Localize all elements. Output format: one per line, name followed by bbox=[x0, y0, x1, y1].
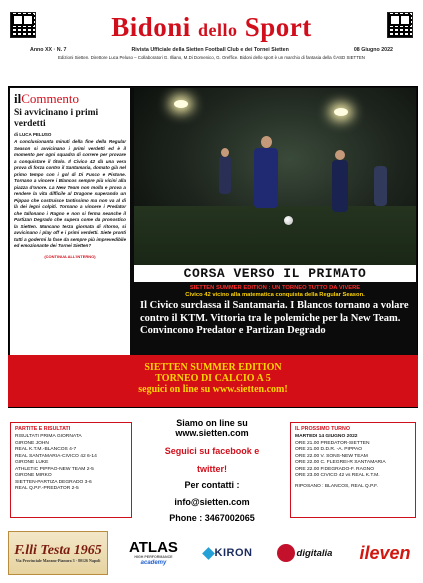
player-head bbox=[221, 148, 229, 157]
results-box bbox=[10, 422, 132, 518]
result-line: ORE 22.00 C. FLEGREI-R SANTAMARIA bbox=[295, 460, 386, 465]
sponsor-atlas-name: ATLAS bbox=[129, 538, 178, 556]
kiron-logo-icon bbox=[202, 547, 215, 560]
masthead-title bbox=[70, 10, 353, 44]
photo-caption: CORSA VERSO IL PRIMATO bbox=[134, 265, 416, 282]
floodlight bbox=[334, 108, 348, 116]
commento-kicker-title: Commento bbox=[21, 91, 80, 106]
sponsor-digitalia-name: digitalia bbox=[296, 547, 333, 559]
player-head bbox=[261, 136, 272, 148]
result-line: REAL SANTAMARIA-CIVICO 42 6-14 bbox=[15, 453, 97, 459]
results-title: PARTITE E RISULTATI bbox=[15, 426, 71, 432]
masthead-word-3: Sport bbox=[237, 12, 312, 42]
result-line: ORE 21.00 D.D.R. -A. PIPPAO bbox=[295, 447, 363, 452]
banner-line-3: seguici on line su www.sietten.com! bbox=[138, 384, 288, 395]
result-line: GIRONE LUKE bbox=[15, 460, 49, 465]
result-line: ORE 22.00 P.DEGRADO-F. RAGNO bbox=[295, 466, 374, 472]
promo-website[interactable]: www.sietten.com bbox=[175, 428, 249, 438]
result-line: REAL Q.P.F.-PREDATOR 2-5 bbox=[15, 486, 79, 491]
commento-continue: (CONTINUA ALL'INTERNO) bbox=[44, 253, 96, 259]
commento-body: A conclusionanta minuti della fine della Regular Season si avvicinano i primi verdetti ed è il momento per ogni squadra di correre per provare a conquistare il titolo. Il Civico 42 dà una vera prova di forza contro il Santamaria, domato già nel primo tempo con i gol di Di Fusco e Pistone. Tornano a vincere i Blancos sempre più vicini alla piazza d'onore. La New Team non molla e prova a rendere la vita difficile al Dragone superando un Pippao che costruisce tantissimo ma non va al di là dei legni colpiti. Tornano a vincere i Predator che tallonano i Ragno e non si ferma neanche il Partizan Degrado che supera come da pronostico la Sietten. Mancano terza giornata di ritorno, si avvicinano i play off e i primi verdetti. Siete pronti tutti a godermi la fase da sempre più imprevedibile ed emozionante dei Tornei Sietten? bbox=[14, 139, 126, 248]
cover-subkicker: Civico 42 vicino alla matematica conquista della Regular Season. bbox=[185, 292, 365, 298]
sponsor-testa-name: F.lli Testa 1965 bbox=[14, 542, 102, 558]
qr-code-right bbox=[387, 12, 413, 38]
sponsor-atlas[interactable] bbox=[128, 531, 180, 575]
sponsor-atlas-sub: HIGH PERFORMANCE bbox=[134, 554, 173, 559]
commento-column bbox=[10, 88, 130, 380]
next-round-list bbox=[295, 441, 411, 480]
player bbox=[219, 156, 231, 194]
result-line: ATHLETIC PIPPAO-NEW TEAM 2-5 bbox=[15, 466, 94, 472]
result-line: GIRONE MIRKO bbox=[15, 473, 52, 478]
sponsor-atlas-academy: academy bbox=[140, 559, 167, 566]
result-line: SIETTEN-PARTIZA DEGRADO 3-6 bbox=[15, 479, 92, 485]
player bbox=[374, 166, 387, 206]
masthead-word-2: dello bbox=[198, 20, 238, 40]
result-line: ORE 21.00 PREDATOR-SIETTEN bbox=[295, 440, 370, 446]
promo-email[interactable]: info@sietten.com bbox=[174, 496, 250, 507]
next-round-date: MARTEDI 14 GIUGNO 2022 bbox=[295, 434, 358, 439]
pitch bbox=[134, 206, 416, 266]
sponsor-bar bbox=[8, 528, 418, 578]
result-line: ORE 23.00 CIVICO 42 vs REAL K.T.M. bbox=[295, 473, 380, 478]
cover-photo bbox=[134, 88, 416, 266]
issue-subtitle: Rivista Ufficiale della Sietten Football Club e dei Tornei Sietten bbox=[131, 47, 289, 53]
banner-line-1: SIETTEN SUMMER EDITION bbox=[144, 362, 282, 373]
digitalia-logo-icon bbox=[277, 544, 295, 562]
result-line: ORE 22.00 V. SONS-NEW TEAM bbox=[295, 453, 368, 459]
summer-banner bbox=[8, 355, 418, 407]
sponsor-testa-address: Via Provinciale Marano-Pianura 3 · 80126 Napoli bbox=[15, 557, 101, 563]
results-list bbox=[15, 434, 127, 493]
promo-phone: Phone : 3467002065 bbox=[169, 513, 255, 523]
ball bbox=[284, 216, 293, 225]
player bbox=[254, 148, 278, 208]
issue-info bbox=[30, 47, 393, 61]
qr-code-left bbox=[10, 12, 36, 38]
sponsor-digitalia[interactable] bbox=[277, 531, 333, 575]
issue-credits: Edizioni Sietten. Direttore Luca Peluso – Collaboratori G. Illiano, M.Di Domenico, G. Oreffice. Bidoni dello sport è un marchio di fantasia della ©ASD SIETTEN bbox=[58, 55, 365, 60]
next-round-box bbox=[290, 422, 416, 518]
issue-date: 08 Giugno 2022 bbox=[353, 47, 393, 53]
cover-headline: Il Civico surclassa il Santamaria. I Blancos tornano a volare contro il KTM. Vittoria tra le polemiche per la New Team. Convincono Predator e Partizan Degrado bbox=[140, 300, 409, 336]
result-line: GIRONE JOHN bbox=[15, 440, 49, 446]
floodlight bbox=[174, 100, 188, 108]
promo-box bbox=[140, 418, 284, 523]
banner-line-2: TORNEO DI CALCIO A 5 bbox=[155, 373, 271, 384]
commento-title: Si avvicinano i primi verdetti bbox=[14, 108, 99, 129]
promo-contacts-label: Per contatti : bbox=[184, 480, 240, 490]
issue-number: Anno XX · N. 7 bbox=[30, 47, 67, 53]
sponsor-kiron[interactable] bbox=[199, 531, 257, 575]
sponsor-ileven[interactable] bbox=[352, 531, 418, 575]
promo-line-1: Siamo on line su bbox=[176, 418, 248, 428]
sponsor-testa[interactable] bbox=[8, 531, 108, 575]
player bbox=[332, 160, 348, 212]
masthead-word-1: Bidoni bbox=[111, 12, 198, 42]
promo-social-1: Seguici su facebook e bbox=[164, 446, 260, 456]
commento-heading bbox=[14, 91, 126, 106]
sponsor-ileven-name: ileven bbox=[359, 542, 411, 563]
commento-author: di LUCA PELUSO bbox=[14, 132, 52, 137]
commento-kicker-il: il bbox=[14, 91, 22, 106]
next-round-rest: RIPOSANO : BLANCOS, REAL Q.P.F. bbox=[295, 483, 378, 489]
player-head bbox=[335, 150, 345, 160]
promo-social-2: twitter! bbox=[197, 464, 227, 474]
result-line: RISULTATI PRIMA GIORNATA bbox=[15, 434, 82, 439]
result-line: REAL K.T.M.-BLANCOS 4-7 bbox=[15, 447, 77, 452]
cover-kicker: SIETTEN SUMMER EDITION : UN TORNEO TUTTO DA VIVERE bbox=[189, 285, 361, 291]
sponsor-kiron-name: KIRON bbox=[214, 547, 253, 559]
next-round-title: IL PROSSIMO TURNO bbox=[295, 426, 350, 432]
